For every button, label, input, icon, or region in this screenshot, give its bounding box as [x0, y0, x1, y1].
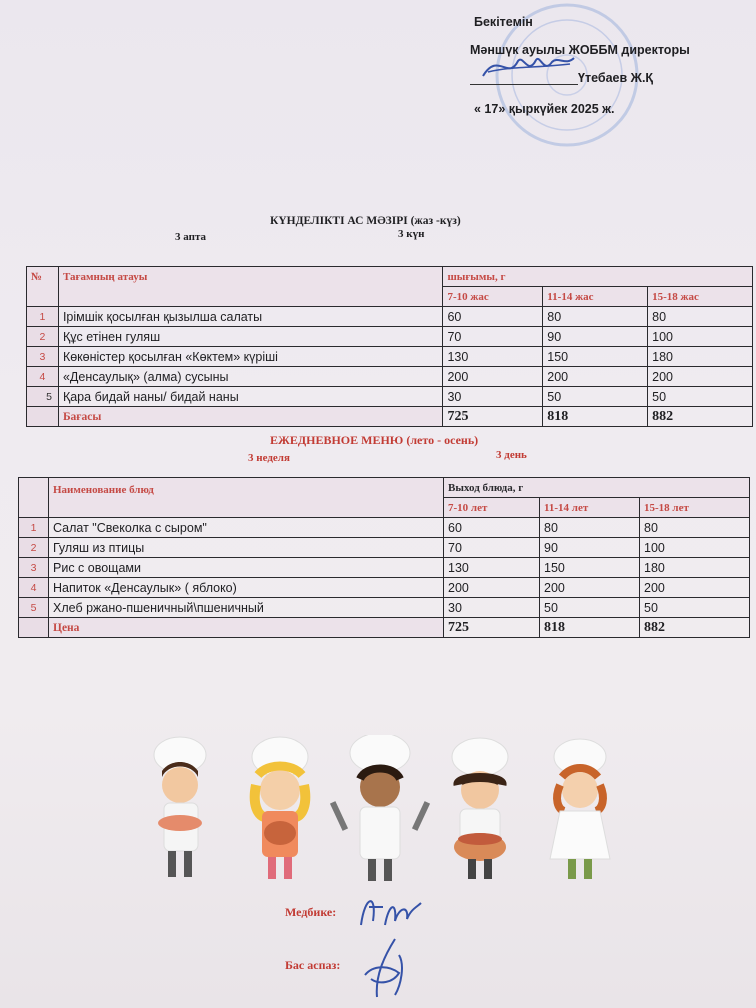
dish-name: «Денсаулық» (алма) сусыны [58, 367, 442, 387]
price-cell: 818 [540, 618, 640, 638]
price-cell: 818 [543, 407, 648, 427]
table-row [19, 538, 750, 558]
table-row [27, 367, 753, 387]
yield-cell: 30 [443, 387, 543, 407]
yield-cell: 80 [640, 518, 750, 538]
row-number: 5 [27, 387, 59, 407]
yield-cell: 200 [540, 578, 640, 598]
kz-head-no: № [27, 267, 59, 307]
approval-date: « 17» қыркүйек 2025 ж. [474, 102, 615, 116]
yield-cell: 200 [640, 578, 750, 598]
chef-kid-2 [252, 737, 308, 879]
ru-age-2: 11-14 лет [540, 498, 640, 518]
ru-age-3: 15-18 лет [640, 498, 750, 518]
yield-cell: 70 [444, 538, 540, 558]
empty-cell [27, 407, 59, 427]
yield-cell: 50 [540, 598, 640, 618]
price-cell: 725 [443, 407, 543, 427]
yield-cell: 90 [543, 327, 648, 347]
chef-kid-5 [550, 739, 610, 879]
kz-age-2: 11-14 жас [543, 287, 648, 307]
table-row [19, 518, 750, 538]
price-row [19, 618, 750, 638]
price-cell: 882 [648, 407, 753, 427]
yield-cell: 200 [648, 367, 753, 387]
row-number: 2 [27, 327, 59, 347]
yield-cell: 200 [443, 367, 543, 387]
yield-cell: 150 [540, 558, 640, 578]
price-label: Бағасы [58, 407, 442, 427]
dish-name: Ірімшік қосылған қызылша салаты [58, 307, 442, 327]
director-signature [478, 46, 578, 86]
yield-cell: 60 [443, 307, 543, 327]
yield-cell: 200 [543, 367, 648, 387]
row-number: 3 [27, 347, 59, 367]
kz-age-3: 15-18 жас [648, 287, 753, 307]
kz-age-1: 7-10 жас [443, 287, 543, 307]
yield-cell: 150 [543, 347, 648, 367]
approval-line-2: Мәншүк ауылы ЖОББМ директоры [470, 43, 690, 57]
yield-cell: 200 [444, 578, 540, 598]
yield-cell: 80 [543, 307, 648, 327]
yield-cell: 80 [648, 307, 753, 327]
yield-cell: 180 [640, 558, 750, 578]
dish-name: Салат "Свеколка с сыром" [49, 518, 444, 538]
price-row [27, 407, 753, 427]
dish-name: Рис с овощами [49, 558, 444, 578]
kz-head-dish: Тағамның атауы [58, 267, 442, 307]
yield-cell: 130 [443, 347, 543, 367]
yield-cell: 130 [444, 558, 540, 578]
empty-cell [19, 618, 49, 638]
kz-head-yield: шығымы, г [443, 267, 753, 287]
row-number: 4 [27, 367, 59, 387]
yield-cell: 100 [640, 538, 750, 558]
director-name: Үтебаев Ж.Қ [578, 71, 654, 85]
yield-cell: 90 [540, 538, 640, 558]
yield-cell: 180 [648, 347, 753, 367]
yield-cell: 80 [540, 518, 640, 538]
yield-cell: 50 [543, 387, 648, 407]
ru-menu-title: ЕЖЕДНЕВНОЕ МЕНЮ (лето - осень) [270, 433, 479, 447]
kz-week: 3 апта [175, 231, 206, 243]
yield-cell: 30 [444, 598, 540, 618]
yield-cell: 60 [444, 518, 540, 538]
yield-cell: 50 [640, 598, 750, 618]
yield-cell: 70 [443, 327, 543, 347]
row-number: 1 [27, 307, 59, 327]
approval-line-1: Бекітемін [474, 15, 533, 29]
nurse-signature [355, 885, 425, 935]
chef-signature [355, 935, 415, 1003]
row-number: 5 [19, 598, 49, 618]
dish-name: Напиток «Денсаулык» ( яблоко) [49, 578, 444, 598]
row-number: 4 [19, 578, 49, 598]
row-number: 3 [19, 558, 49, 578]
row-number: 1 [19, 518, 49, 538]
ru-age-1: 7-10 лет [444, 498, 540, 518]
ru-day: 3 день [496, 449, 527, 461]
table-row [27, 327, 753, 347]
ru-menu-table [18, 477, 750, 638]
table-row [19, 598, 750, 618]
row-number: 2 [19, 538, 49, 558]
chef-kids-illustration [140, 735, 640, 895]
kz-menu-table [26, 266, 753, 427]
table-row [27, 307, 753, 327]
table-row [19, 578, 750, 598]
chef-kid-1 [154, 737, 206, 877]
price-cell: 882 [640, 618, 750, 638]
ru-week: 3 неделя [248, 452, 290, 464]
price-label: Цена [49, 618, 444, 638]
dish-name: Қара бидай наны/ бидай наны [58, 387, 442, 407]
table-row [27, 387, 753, 407]
ru-head-dish: Наименование блюд [49, 478, 444, 518]
price-cell: 725 [444, 618, 540, 638]
ru-head-yield: Выход блюда, г [444, 478, 750, 498]
ru-head-no [19, 478, 49, 518]
dish-name: Гуляш из птицы [49, 538, 444, 558]
dish-name: Құс етінен гуляш [58, 327, 442, 347]
chef-kid-3 [330, 735, 430, 881]
yield-cell: 50 [648, 387, 753, 407]
nurse-label: Медбике: [285, 905, 337, 919]
yield-cell: 100 [648, 327, 753, 347]
table-row [27, 347, 753, 367]
chef-kid-4 [452, 738, 508, 879]
chef-label: Бас аспаз: [285, 958, 341, 972]
dish-name: Көкөністер қосылған «Көктем» күріші [58, 347, 442, 367]
dish-name: Хлеб ржано-пшеничный\пшеничный [49, 598, 444, 618]
table-row [19, 558, 750, 578]
kz-day: 3 күн [398, 228, 425, 240]
kz-menu-title: КҮНДЕЛІКТІ АС МӘЗІРІ (жаз -күз) [270, 215, 461, 227]
